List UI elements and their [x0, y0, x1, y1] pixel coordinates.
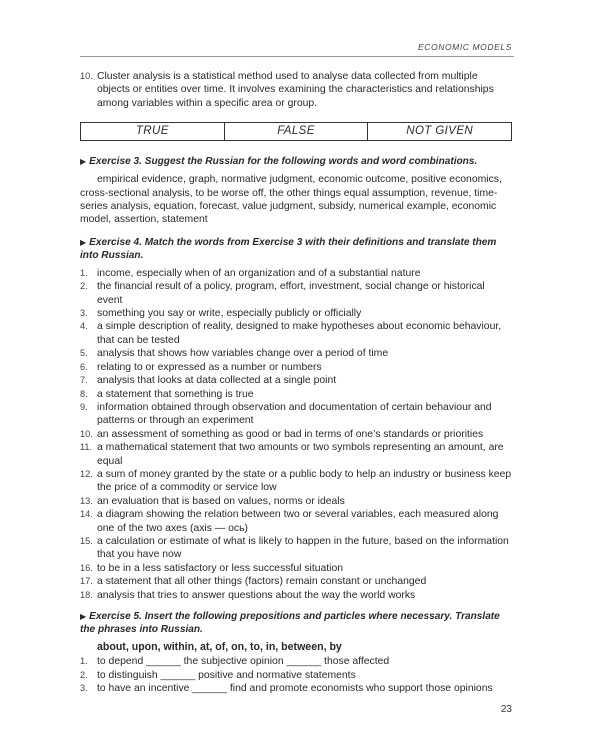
triangle-bullet-icon: ▶: [80, 157, 87, 167]
exercise-5-word-bank: about, upon, within, at, of, on, to, in, between, by: [97, 641, 342, 653]
item-text: a simple description of reality, designed to make hypotheses about economic behaviour, that can be tested: [97, 321, 502, 346]
list-item: [80, 347, 512, 360]
item-number: 2.: [80, 669, 88, 680]
list-item: [80, 669, 512, 682]
item-text: relating to or expressed as a number or numbers: [97, 361, 322, 373]
item-number: 8.: [80, 388, 88, 399]
page-content: [80, 70, 512, 704]
item-text: a statement that all other things (factors) remain constant or unchanged: [97, 576, 427, 588]
item-number: 4.: [80, 321, 88, 332]
item-number: 14.: [80, 509, 93, 520]
list-item: [80, 388, 512, 401]
page-number: 23: [500, 704, 512, 715]
item-text: analysis that tries to answer questions about the way the world works: [97, 589, 416, 601]
item-text: something you say or write, especially publicly or officially: [97, 308, 362, 320]
exercise-5-title: [80, 610, 512, 636]
exercise-4-title-text: Exercise 4. Match the words from Exercise 3 with their definitions and translate them into Russian.: [80, 236, 497, 261]
item-number: 10.: [80, 428, 93, 439]
item-number: 12.: [80, 468, 93, 479]
header-divider: [80, 56, 514, 57]
option-true: TRUE: [135, 125, 169, 138]
list-item: [80, 401, 512, 428]
exercise-5-title-text: Exercise 5. Insert the following prepositions and particles where necessary. Translate the phrases into Russian.: [80, 611, 500, 635]
exercise-3-words: empirical evidence, graph, normative judgment, economic outcome, positive economics, cross-sectional analysis, to be worse off, the other things equal assumption, revenue, time-series analysis, equation, forecast, value judgment, subsidy, numerical example, economic model, assertion, statement: [80, 174, 502, 226]
list-item: [80, 575, 512, 588]
triangle-bullet-icon: ▶: [80, 612, 87, 621]
item-text: to have an incentive ______ find and promote economists who support those opinions: [97, 683, 493, 695]
list-item: [80, 468, 512, 495]
list-item: [80, 428, 512, 441]
item-number: 2.: [80, 281, 88, 292]
option-false: FALSE: [224, 123, 368, 140]
running-header: ECONOMIC MODELS: [417, 42, 512, 52]
list-item: [80, 267, 512, 280]
item-number: 15.: [80, 535, 93, 546]
item-number: 10.: [80, 71, 93, 81]
exercise-5-items: [80, 655, 512, 695]
statement-item-10: [80, 70, 512, 110]
item-number: 1.: [80, 267, 88, 278]
item-number: 3.: [80, 308, 88, 319]
item-text: an evaluation that is based on values, norms or ideals: [97, 495, 345, 507]
item-number: 7.: [80, 375, 88, 386]
list-item: [80, 361, 512, 374]
exercise-3-title-text: Exercise 3. Suggest the Russian for the following words and word combinations.: [89, 156, 478, 168]
list-item: [80, 441, 512, 468]
answer-options-table: [80, 122, 512, 141]
item-text: a mathematical statement that two amounts or two symbols representing an amount, are equal: [97, 442, 504, 467]
list-item: [80, 307, 512, 320]
item-number: 1.: [80, 656, 88, 667]
item-text: information obtained through observation and documentation of certain behaviour and patterns or through an experiment: [97, 401, 492, 427]
list-item: [80, 535, 512, 562]
item-text: a sum of money granted by the state or a public body to help an industry or business keep the price of a commodity or service low: [97, 468, 512, 494]
list-item: [80, 280, 512, 307]
exercise-4-definitions: [80, 267, 512, 602]
item-number: 17.: [80, 576, 93, 587]
list-item: [80, 589, 512, 602]
item-number: 13.: [80, 495, 93, 506]
item-text: an assessment of something as good or bad in terms of one’s standards or priorities: [97, 428, 484, 440]
triangle-bullet-icon: ▶: [80, 237, 87, 247]
item-number: 5.: [80, 348, 88, 359]
item-text: Cluster analysis is a statistical method used to analyse data collected from multiple objects or entities over time. It involves examining the characteristics and relationships among variables within a specific area or group.: [97, 71, 494, 109]
exercise-3-title: [80, 155, 512, 168]
item-text: a diagram showing the relation between two or several variables, each measured along one of the two axes (axis — ось): [97, 509, 499, 534]
item-number: 6.: [80, 361, 88, 372]
option-not-given: NOT GIVEN: [367, 123, 511, 140]
item-number: 16.: [80, 562, 93, 573]
item-number: 3.: [80, 683, 88, 694]
item-text: to depend ______ the subjective opinion ______ those affected: [97, 656, 390, 668]
item-number: 11.: [80, 442, 93, 453]
list-item: [80, 508, 512, 535]
list-item: [80, 320, 512, 347]
list-item: [80, 495, 512, 508]
item-text: analysis that looks at data collected at a single point: [97, 375, 337, 387]
item-text: a calculation or estimate of what is likely to happen in the future, based on the information that you have now: [97, 535, 509, 561]
item-number: 9.: [80, 401, 88, 412]
exercise-4-title: [80, 236, 512, 262]
item-text: analysis that shows how variables change over a period of time: [97, 348, 389, 360]
item-number: 18.: [80, 589, 93, 600]
list-item: [80, 374, 512, 387]
list-item: [80, 655, 512, 668]
item-text: income, especially when of an organization and of a substantial nature: [97, 267, 421, 279]
item-text: a statement that something is true: [97, 388, 254, 400]
list-item: [80, 682, 512, 695]
list-item: [80, 562, 512, 575]
item-text: the financial result of a policy, program, effort, investment, social change or historical event: [97, 281, 485, 306]
item-text: to distinguish ______ positive and normative statements: [97, 669, 356, 681]
item-text: to be in a less satisfactory or less successful situation: [97, 562, 344, 574]
